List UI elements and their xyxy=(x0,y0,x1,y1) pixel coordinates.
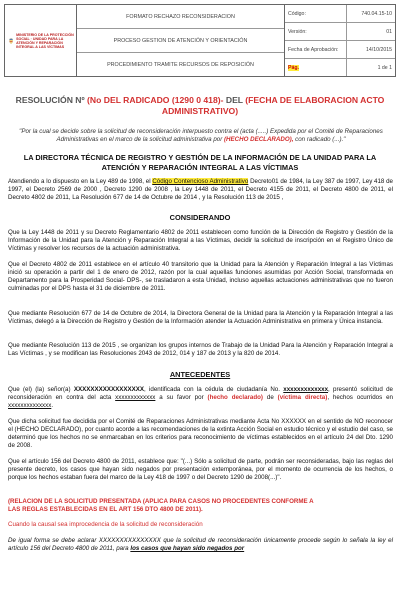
codigo-contencioso-highlight: Código Contencioso Administrativo xyxy=(152,178,249,185)
title-line-2: ADMINISTRATIVO) xyxy=(161,106,239,116)
intro-text: "Por la cual se decide sobre la solicitud de reconsideración interpuesto contra el (acta (.....) Expedida por el Comité de Reparaciones Administrativas en el marco de la solicitud administrativa por xyxy=(19,128,383,143)
code-value: 740.04.15-10 xyxy=(361,10,392,17)
header-title-column xyxy=(77,5,285,76)
title-radicado: (No DEL RADICADO (1290 0 418)- xyxy=(87,95,224,105)
approval-date-value: 14/10/2015 xyxy=(366,46,392,53)
approval-date-label: Fecha de Aprobación: xyxy=(285,41,347,58)
paragraph-comite-decision: Que dicha solicitud fue decidida por el Comité de Reparaciones Administrativas mediante Acta No XXXXXX en el sentido de NO reconocer el (HECHO DECLARADO), por cuanto acorde a las recomendaciones de la extinta Acción Social en estudio técnico y el estudio del caso, se determinó que los hechos no se enmarcaban en los criterios para reconocimiento de víctimas establecidos en el artículo 24 del Dto. 1290 de 2008. xyxy=(8,418,393,449)
causal-improcedencia-note: Cuando la causal sea improcedencia de la solicitud de reconsideración xyxy=(8,521,203,528)
title-date-placeholder: (FECHA DE ELABORACION ACTO xyxy=(245,95,385,105)
ministry-logo-text: MINISTERIO DE LA PROTECCIÓN SOCIAL · UNIDAD PARA LA ATENCIÓN Y REPARACIÓN INTEGRAL A LAS VÍCTIMAS xyxy=(16,32,74,49)
resolution-title xyxy=(0,95,400,117)
version-row xyxy=(285,23,395,41)
header-logo-cell xyxy=(5,5,77,76)
solicitante-text-5: de xyxy=(263,394,278,401)
title-del: DEL xyxy=(223,95,246,105)
intro-hecho-declarado: (HECHO DECLARADO), xyxy=(223,136,294,143)
solicitante-text-6: , hechos ocurridos en xyxy=(327,394,393,401)
acta-placeholder: xxxxxxxxxxxxx xyxy=(115,394,156,401)
paragraph-articulo-156: Que el artículo 156 del Decreto 4800 de 2011, establece que: "(...) Sólo a solicitud de parte, podrán ser reconsideradas, bajo las reglas del presente decreto, los casos que hayan sido negados por presentación extemporánea, por el momento de ocurrencia de los hechos, o porque los hechos estaban fuera del marco de la Ley 418 de 1997 o del Decreto 1290 de 2008(...)". xyxy=(8,458,393,481)
solicitante-text-end: . xyxy=(51,402,54,409)
paragraph-resolucion-677: Que mediante Resolución 677 de 14 de Octubre de 2014, la Directora General de la Unidad para la Atención y la Reparación Integral a las Víctimas, delegó a la Dirección de Registro y Gestión de la Información atender la Actuación Administrativa en primera y Única instancia. xyxy=(8,310,393,325)
victima-directa-placeholder: (víctima directa) xyxy=(277,394,328,401)
antecedentes-heading: ANTECEDENTES xyxy=(169,370,231,379)
relacion-line-2: LAS REGLAS ESTABLECIDAS EN EL ART 156 DTO 4800 DE 2011). xyxy=(8,506,203,513)
aclaracion-text: De igual forma se debe aclarar XXXXXXXXXXXXXXX que la solicitud de reconsideración únicamente procede según lo señala la ley el artículo 156 del Decreto 4800 de 2011, para xyxy=(8,537,393,552)
solicitante-text-4: a su favor por xyxy=(155,394,208,401)
solicitante-text: Que (el) (la) señor(a) xyxy=(8,386,74,393)
paragraph-atendiendo xyxy=(8,178,393,202)
paragraph-decreto-4802: Que el Decreto 4802 de 2011 establece en el artículo 40 transitorio que la Unidad para la Atención y Reparación Integral a las Víctimas inició su operación a partir del 1 de enero de 2012, razón por la cual aquellas funciones asumidas por Acción Social, transformada en Departamento para la Prosperidad Social- DPS-, se trasladaron a esta Unidad, incluso aquellas actuaciones administrativas que no fueron culminadas por el DPS hasta el 31 de diciembre de 2011. xyxy=(8,261,393,292)
procedure-name: PROCEDIMIENTO TRAMITE RECURSOS DE REPOSICIÓN xyxy=(107,61,254,68)
version-label: Versión: xyxy=(285,23,347,40)
aclaracion-emphasis: los casos que hayan sido negados por xyxy=(130,545,245,552)
title-prefix: RESOLUCIÓN Nº xyxy=(15,95,88,105)
paragraph-aclaracion xyxy=(8,537,393,553)
relacion-heading xyxy=(8,498,393,514)
directora-heading-line-2: ATENCIÓN Y REPARACIÓN INTEGRAL A LAS VÍCTIMAS xyxy=(101,162,299,172)
directora-heading-line-1: LA DIRECTORA TÉCNICA DE REGISTRO Y GESTIÓN DE LA INFORMACIÓN DE LA UNIDAD PARA LA xyxy=(23,153,377,162)
version-value: 01 xyxy=(386,28,392,35)
header-meta-column xyxy=(285,5,395,76)
hecho-declarado-placeholder: (hecho declarado) xyxy=(207,394,263,401)
process-name: PROCESO GESTION DE ATENCIÓN Y ORIENTACIÓN xyxy=(77,29,284,53)
atendiendo-text: Atendiendo a lo dispuesto en la Ley 489 de 1998, el xyxy=(8,178,153,185)
page-value: 1 de 1 xyxy=(377,64,392,71)
considerando-heading: CONSIDERANDO xyxy=(169,213,231,222)
page-label: Pág. xyxy=(288,64,299,71)
format-name: FORMATO RECHAZO RECONSIDERACION xyxy=(77,5,284,29)
paragraph-ley-1448: Que la Ley 1448 de 2011 y su Decreto Reglamentario 4802 de 2011 establecen como función de la Dirección de Registro y Gestión de la Información de la Unidad para la Atención y Reparación Integral a las Víctimas, decidir la solicitud de inscripción en el Registro Único de Víctimas y resolver los recursos de la actuación administrativa. xyxy=(8,229,393,252)
resolution-intro xyxy=(8,128,394,144)
approval-date-row xyxy=(285,41,395,59)
code-label: Código: xyxy=(285,5,347,22)
paragraph-solicitante xyxy=(8,386,393,410)
document-header-table xyxy=(4,4,396,77)
code-row xyxy=(285,5,395,23)
paragraph-resolucion-113: Que mediante Resolución 113 de 2015 , se organizan los grupos internos de Trabajo de la Unidad Para la Atención y Reparación Integral a Las Víctimas , y se modifican las Resoluciones 2043 de 2012, 014 y 187 de 2013 y la 820 de 2014. xyxy=(8,342,393,357)
intro-text-end: con radicado (...)." xyxy=(293,136,346,143)
coat-of-arms-icon xyxy=(9,31,13,51)
page-row xyxy=(285,59,395,76)
directora-heading xyxy=(0,153,400,172)
solicitante-text-3: , presentó solicitud de reconsideración en contra del acta xyxy=(8,386,393,401)
solicitante-text-2: , identificada con la cédula de ciudadanía No. xyxy=(144,386,284,393)
relacion-line-1: (RELACION DE LA SOLICITUD PRESENTADA (APLICA PARA CASOS NO PROCEDENTES CONFORME A xyxy=(8,498,314,505)
atendiendo-text-end: Decreto01 de 1984, la Ley 387 de 1997, Ley 418 de 1997, el Decreto 2569 de 2000 , Decreto 1290 de 2008 , la Ley 1448 de 2011, el Decreto 4155 de 2011, el Decreto 4800 de 2011, el Decreto 4802 de 2011, La Resolución 677 de 14 de Octubre de 2014 , y la Resolución 113 de 2015 , xyxy=(8,178,393,201)
cedula-placeholder: xxxxxxxxxxxxx xyxy=(283,386,329,393)
lugar-placeholder: xxxxxxxxxxxxxx xyxy=(8,402,52,409)
solicitante-name-placeholder: XXXXXXXXXXXXXXXXX xyxy=(73,386,144,393)
